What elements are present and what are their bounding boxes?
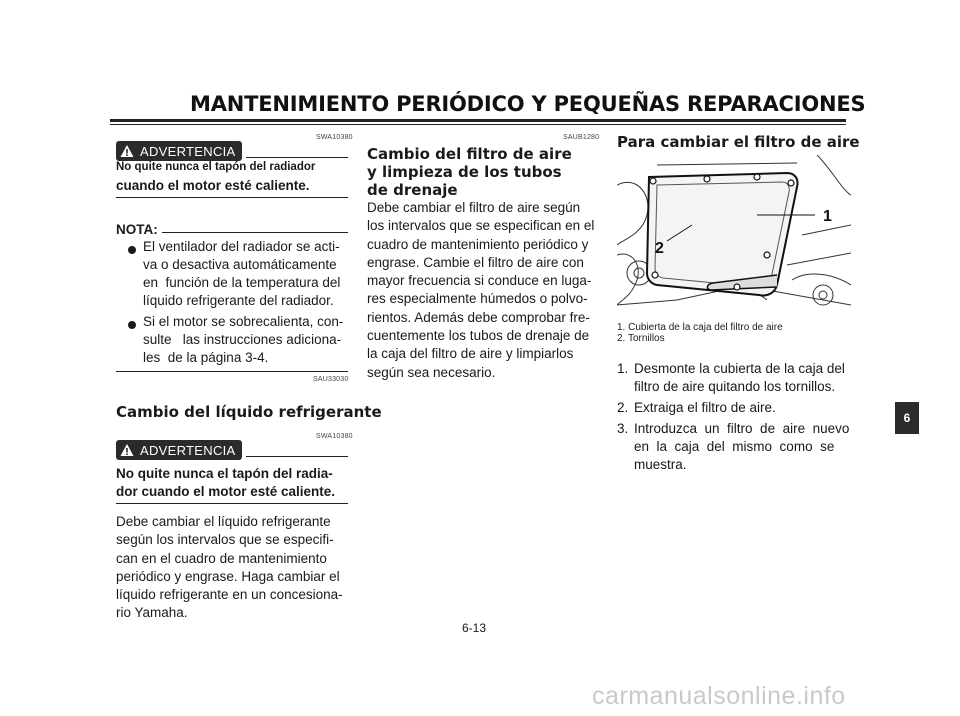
note-bullet-line: líquido refrigerante del radiador. (143, 293, 334, 308)
step-line: Desmonte la cubierta de la caja del (634, 361, 845, 376)
paragraph-line: líquido refrigerante en un concesiona- (116, 587, 343, 603)
warning-rule (246, 456, 348, 457)
air-filter-figure (617, 155, 851, 315)
step-line: filtro de aire quitando los tornillos. (634, 379, 836, 394)
warning-badge (116, 141, 242, 161)
step-line: Introduzca un filtro de aire nuevo (634, 421, 850, 436)
warning-badge (116, 440, 242, 460)
warning-text-line: No quite nunca el tapón del radia- (116, 466, 333, 481)
step-number: 2. (617, 400, 629, 415)
warning-text-line: No quite nunca el tapón del radiador (116, 161, 316, 173)
step-line: en la caja del mismo como se (634, 439, 835, 454)
note-bullet-line: El ventilador del radiador se acti- (143, 239, 340, 254)
paragraph-line: rientos. Además debe comprobar fre- (367, 309, 590, 325)
section-code: SAUB1280 (563, 134, 600, 141)
warning-code: SWA10380 (316, 134, 353, 141)
paragraph-line: Debe cambiar el líquido refrigerante (116, 514, 331, 529)
warning-badge-label: ADVERTENCIA (140, 442, 236, 458)
warning-rule (246, 157, 348, 158)
paragraph-line: res especialmente húmedos o polvo- (367, 291, 588, 307)
warning-end-rule (116, 503, 348, 504)
step-number: 1. (617, 361, 629, 376)
section-title-line: de drenaje (367, 181, 458, 199)
warning-triangle-icon (120, 443, 134, 457)
note-bullet-line: va o desactiva automáticamente (143, 257, 337, 272)
warning-text-line: cuando el motor esté caliente. (116, 178, 310, 193)
section-title: Para cambiar el filtro de aire (617, 133, 860, 151)
note-bullet-line: les de la página 3-4. (143, 350, 269, 365)
note-label: NOTA: (116, 222, 158, 237)
section-title-line: Cambio del filtro de aire (367, 145, 572, 163)
paragraph-line: periódico y engrase. Haga cambiar el (116, 568, 340, 584)
note-rule (162, 232, 348, 233)
figure-callout-2: 2 (655, 240, 664, 257)
figure-callout-1: 1 (823, 208, 832, 225)
bullet-icon (128, 321, 136, 329)
paragraph-line: rio Yamaha. (116, 605, 188, 621)
paragraph-line: can en el cuadro de mantenimiento (116, 550, 327, 566)
section-title-line: y limpieza de los tubos (367, 163, 562, 181)
paragraph-line: mayor frecuencia si conduce en luga- (367, 273, 592, 289)
paragraph-line: según sea necesario. (367, 364, 496, 380)
coolant-paragraph (116, 513, 350, 623)
step-number: 3. (617, 421, 629, 436)
note-end-rule (116, 371, 348, 372)
section-code: SAU33030 (313, 376, 349, 383)
paragraph-line: cuentemente los tubos de drenaje de (367, 328, 590, 344)
watermark: carmanualsonline.info (592, 682, 846, 710)
chapter-tab: 6 (895, 402, 919, 434)
air-filter-paragraph (367, 199, 603, 382)
note-bullet-line: en función de la temperatura del (143, 275, 341, 290)
warning-badge-label: ADVERTENCIA (140, 143, 236, 159)
note-bullet-line: Si el motor se sobrecalienta, con- (143, 314, 344, 329)
paragraph-line: los intervalos que se especifican en el (367, 218, 595, 234)
paragraph-line: la caja del filtro de aire y limpiarlos (367, 346, 574, 362)
note-bullet-line: sulte las instrucciones adiciona- (143, 332, 342, 347)
page-number: 6-13 (462, 621, 487, 635)
warning-triangle-icon (120, 144, 134, 158)
figure-caption: 1. Cubierta de la caja del filtro de aire (617, 322, 783, 333)
paragraph-line: engrase. Cambie el filtro de aire con (367, 254, 584, 270)
warning-text-line: dor cuando el motor esté caliente. (116, 484, 336, 499)
header-rule-thin (110, 124, 846, 125)
header-rule (110, 119, 846, 122)
step-line: Extraiga el filtro de aire. (634, 400, 776, 415)
section-title: Cambio del líquido refrigerante (116, 403, 382, 421)
figure-caption: 2. Tornillos (617, 333, 665, 344)
page-title: MANTENIMIENTO PERIÓDICO Y PEQUEÑAS REPARACIONES (190, 92, 866, 116)
warning-end-rule (116, 197, 348, 198)
paragraph-line: según los intervalos que se especifi- (116, 532, 334, 548)
paragraph-line: Debe cambiar el filtro de aire según (367, 200, 581, 215)
paragraph-line: cuadro de mantenimiento periódico y (367, 236, 589, 252)
warning-code: SWA10380 (316, 433, 353, 440)
step-line: muestra. (634, 457, 687, 472)
bullet-icon (128, 246, 136, 254)
